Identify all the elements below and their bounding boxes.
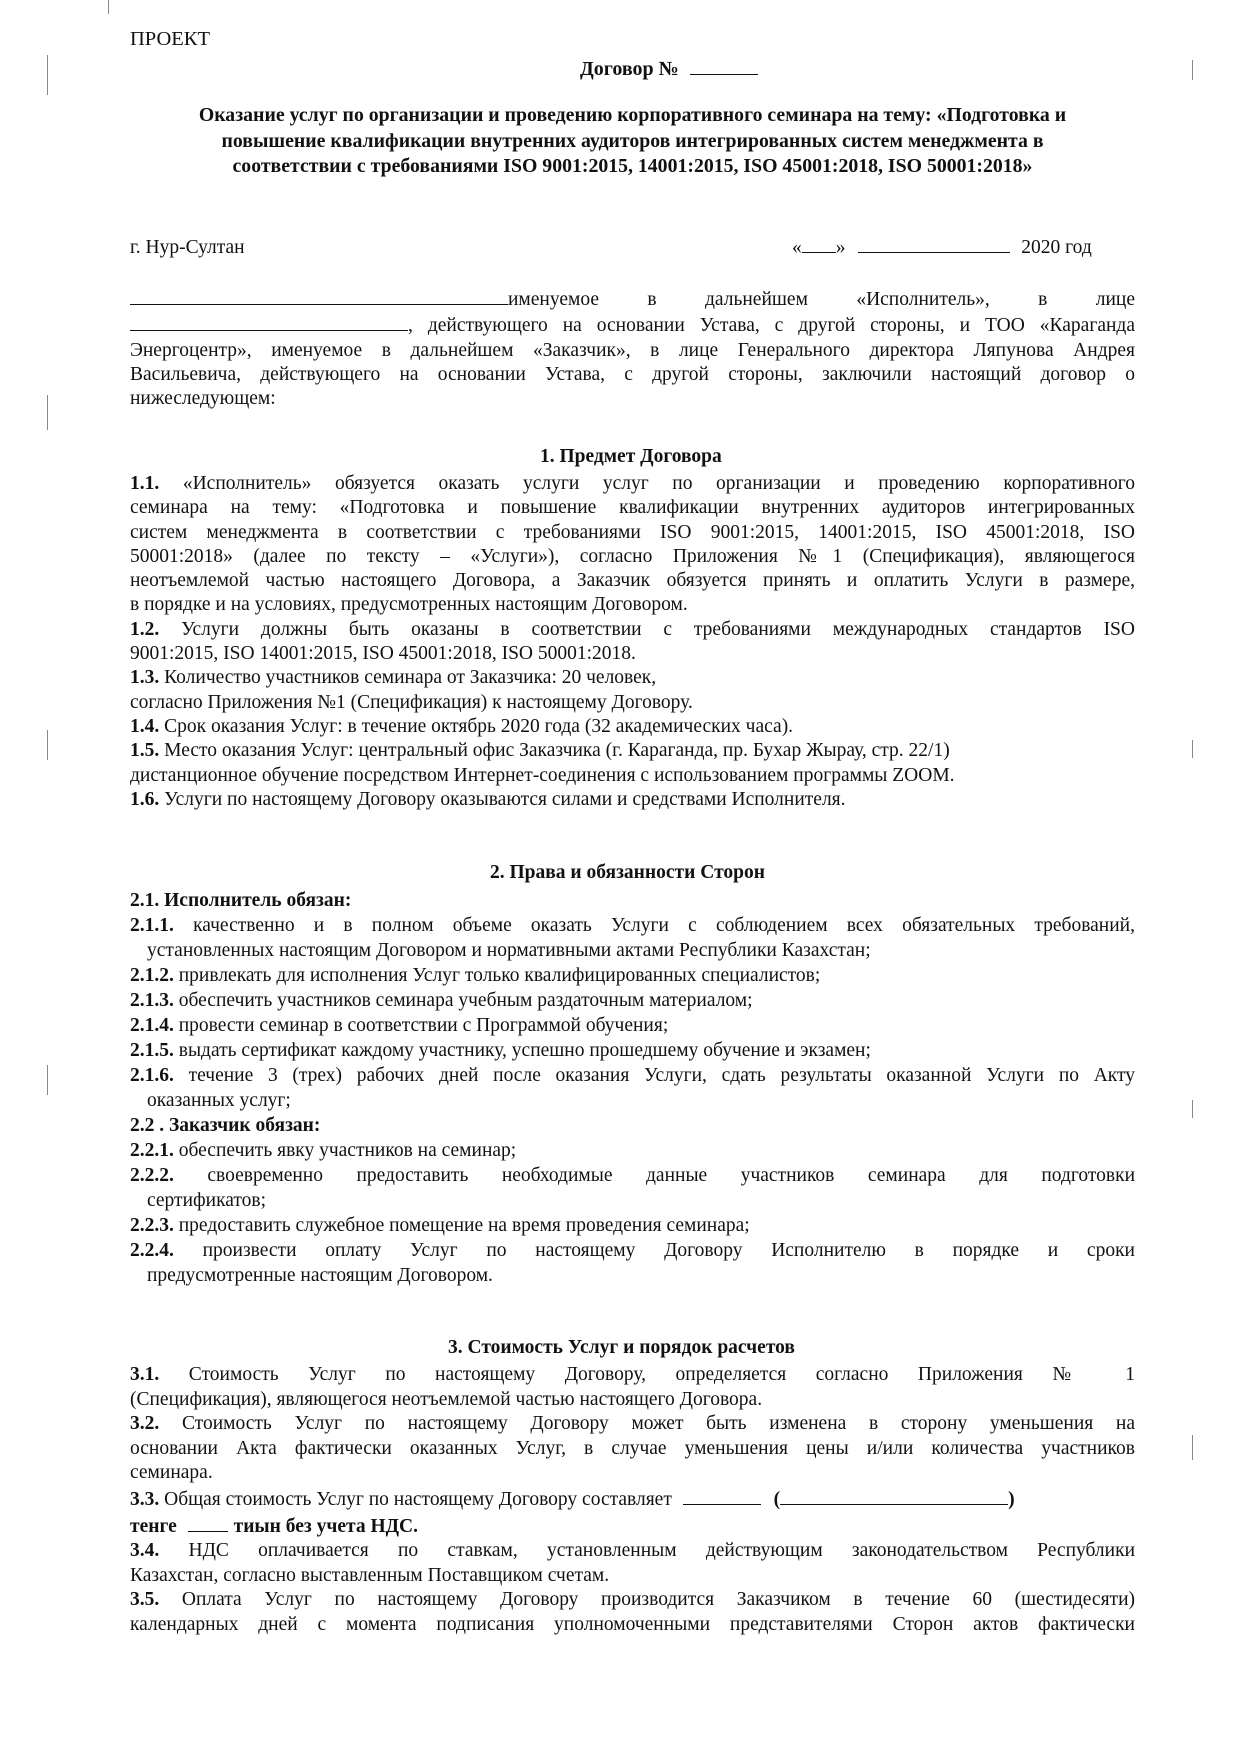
clause-text: Место оказания Услуг: центральный офис Заказчика (г. Караганда, пр. Бухар Жырау, стр. 22/1) [164, 740, 950, 762]
subject-line: Оказание услуг по организации и проведению корпоративного семинара на тему: «Подготовка и [198, 104, 1067, 126]
clause-number: 2.1.2. [130, 965, 174, 986]
clause-line [130, 1588, 1135, 1613]
section-3-body [130, 1363, 1135, 1638]
clause-number: 3.5. [130, 1589, 160, 1611]
clause-line [130, 1038, 1135, 1063]
clause-text: «Исполнитель» обязуется оказать услуги услуг по организации и проведению корпоративного [182, 473, 1135, 494]
currency-label: тенге [130, 1515, 177, 1537]
clause-line: 50001:2018» (далее по тексту – «Услуги»), согласно Приложения №1 (Спецификация), являющегося [130, 545, 1135, 567]
scan-mark-left [47, 730, 48, 760]
clause-number: 2.1.4. [130, 1015, 174, 1036]
preamble-word: в [647, 289, 657, 310]
clause-line [130, 1412, 1135, 1437]
preamble-line: Энергоцентр», именуемое в дальнейшем «Заказчик», в лице Генерального директора Ляпунова Андрея [130, 339, 1135, 361]
clause-number: 1.3. [130, 667, 160, 689]
clause-line [130, 739, 1135, 763]
day-blank [802, 234, 836, 253]
clause-text: произвести оплату Услуг по настоящему Договору Исполнителю в порядке и сроки [202, 1240, 1135, 1261]
clause-number: 2.1.3. [130, 990, 174, 1011]
clause-number: 3.2. [130, 1413, 160, 1435]
clause-text: своевременно предоставить необходимые данные участников семинара для подготовки [207, 1165, 1135, 1186]
clause-line: календарных дней с момента подписания уполномоченными представителями Сторон актов фактически [130, 1613, 1135, 1635]
date-open-quote: « [792, 237, 802, 258]
clause-text: Оплата Услуг по настоящему Договору производится Заказчиком в течение 60 (шестидесяти) [181, 1589, 1136, 1611]
contract-date [792, 234, 1092, 259]
preamble-line [130, 286, 1135, 312]
contract-title [580, 56, 758, 81]
clause-line [130, 1213, 1135, 1238]
clause-number: 1.4. [130, 715, 160, 737]
clause-text: Услуги по настоящему Договору оказываются силами и средствами Исполнителя. [164, 788, 846, 810]
clause-line: (Спецификация), являющегося неотъемлемой частью настоящего Договора. [130, 1388, 763, 1410]
city: г. Нур-Султан [130, 237, 245, 258]
clause-number: 2.2.3. [130, 1215, 174, 1236]
total-amount-words-blank [780, 1486, 1008, 1505]
clause-line [130, 1063, 1135, 1088]
clause-number: 2.2.4. [130, 1240, 174, 1261]
clause-line [130, 1163, 1135, 1188]
scan-mark-top [108, 0, 109, 14]
clause-number: 2.1.5. [130, 1040, 174, 1061]
clause-line: семинара. [130, 1462, 213, 1484]
preamble-text: , действующего на основании Устава, с другой стороны, и ТОО «Караганда [408, 315, 1135, 337]
subject-line: соответствии с требованиями ISO 9001:2015, 14001:2015, ISO 45001:2018, ISO 50001:2018» [232, 155, 1033, 177]
clause-line: Казахстан, согласно выставленным Поставщиком счетам. [130, 1564, 610, 1586]
clause-line: в порядке и на условиях, предусмотренных настоящим Договором. [130, 594, 688, 616]
scan-mark-left [47, 55, 48, 95]
clause-number: 1.2. [130, 618, 160, 640]
section-2-title: 2. Права и обязанности Сторон [490, 862, 765, 883]
clause-line [130, 666, 1135, 690]
scan-mark-left [47, 395, 48, 430]
clause-line [130, 618, 1135, 642]
clause-line: систем менеджмента в соответствии с требованиями ISO 9001:2015, 14001:2015, ISO 45001:2018, ISO [130, 521, 1135, 543]
preamble-word: дальнейшем [705, 289, 808, 310]
clause-line: семинара на тему: «Подготовка и повышение квалификации внутренних аудиторов интегрированных [130, 497, 1135, 519]
clause-line: дистанционное обучение посредством Интернет-соединения с использованием программы ZOOM. [130, 764, 955, 786]
clause-line: установленных настоящим Договором и нормативными актами Республики Казахстан; [147, 940, 871, 961]
preamble-word: в [1038, 289, 1048, 310]
year: 2020 год [1021, 237, 1092, 258]
paren-close: ) [1008, 1488, 1015, 1510]
clause-line [130, 1138, 1135, 1163]
clause-number: 1.6. [130, 788, 160, 810]
clause-number: 3.1. [130, 1364, 160, 1385]
clause-text: Срок оказания Услуг: в течение октябрь 2020 года (32 академических часа). [164, 715, 794, 737]
draft-label: ПРОЕКТ [130, 28, 210, 50]
clause-text: Количество участников семинара от Заказчика: 20 человек, [164, 667, 657, 689]
scan-mark-right [1192, 740, 1193, 758]
subsection-heading: 2.1. Исполнитель обязан: [130, 890, 352, 911]
clause-number: 1.5. [130, 740, 160, 762]
paren-open: ( [773, 1488, 781, 1510]
clause-line: сертификатов; [147, 1190, 267, 1211]
scan-mark-right [1192, 1100, 1193, 1118]
clause-line [130, 988, 1135, 1013]
clause-line: неотъемлемой частью настоящего Договора, а Заказчик обязуется принять и оплатить Услуги в размере, [130, 570, 1135, 592]
clause-text: предоставить служебное помещение на время проведения семинара; [178, 1215, 750, 1236]
tiyn-blank [188, 1513, 228, 1532]
clause-line [130, 715, 1135, 739]
clause-number: 2.1.1. [130, 915, 174, 936]
preamble-line: нижеследующем: [130, 388, 276, 410]
clause-text: обеспечить явку участников на семинар; [178, 1140, 517, 1161]
clause-line: согласно Приложения №1 (Спецификация) к настоящему Договору. [130, 691, 693, 713]
clause-text: течение 3 (трех) рабочих дней после оказания Услуги, сдать результаты оказанной Услуги по Акту [188, 1065, 1136, 1086]
clause-text: Общая стоимость Услуг по настоящему Договору составляет [164, 1488, 672, 1510]
preamble [130, 286, 1135, 411]
clause-line: оказанных услуг; [147, 1090, 291, 1111]
contract-subject [130, 103, 1135, 180]
preamble-word: лице [1095, 289, 1136, 310]
scan-mark-right [1192, 60, 1193, 80]
month-blank [858, 234, 1010, 253]
clause-text: Услуги должны быть оказаны в соответствии с требованиями международных стандартов ISO [181, 618, 1135, 640]
clause-line [130, 788, 1135, 812]
clause-text: провести семинар в соответствии с Программой обучения; [178, 1015, 669, 1036]
clause-number: 2.1.6. [130, 1065, 174, 1086]
section-3-title: 3. Стоимость Услуг и порядок расчетов [448, 1337, 795, 1358]
clause-line [130, 913, 1135, 938]
clause-text: Стоимость Услуг по настоящему Договору, определяется согласно Приложения № 1 [188, 1364, 1136, 1385]
contract-title-text: Договор № [580, 58, 679, 80]
clause-text: НДС оплачивается по ставкам, установленным действующим законодательством Республики [188, 1540, 1136, 1562]
subsection-heading: 2.2 . Заказчик обязан: [130, 1115, 321, 1136]
clause-text: обеспечить участников семинара учебным раздаточным материалом; [178, 990, 753, 1011]
preamble-line [130, 312, 1135, 338]
preamble-word: именуемое [508, 289, 599, 310]
total-amount-blank [683, 1486, 761, 1505]
vat-note: тиын без учета НДС. [233, 1515, 419, 1537]
date-close-quote: » [835, 237, 846, 258]
clause-line [130, 963, 1135, 988]
clause-number: 2.2.1. [130, 1140, 174, 1161]
clause-number: 1.1. [130, 473, 160, 494]
preamble-word: «Исполнитель», [856, 289, 990, 310]
subject-line: повышение квалификации внутренних аудиторов интегрированных систем менеджмента в [221, 129, 1044, 152]
clause-number: 2.2.2. [130, 1165, 174, 1186]
section-1-body [130, 472, 1135, 812]
clause-line: 9001:2015, ISO 14001:2015, ISO 45001:2018, ISO 50001:2018. [130, 643, 636, 665]
clause-line: основании Акта фактически оказанных Услуг, в случае уменьшения цены и/или количества участников [130, 1437, 1135, 1459]
clause-line: предусмотренные настоящим Договором. [147, 1265, 493, 1286]
clause-text: выдать сертификат каждому участнику, успешно прошедшему обучение и экзамен; [178, 1040, 871, 1061]
clause-line [130, 1238, 1135, 1263]
clause-line [130, 1486, 1135, 1513]
contract-number-blank [690, 56, 758, 75]
clause-line [130, 1513, 1135, 1540]
representative-blank [130, 312, 408, 331]
clause-text: привлекать для исполнения Услуг только квалифицированных специалистов; [178, 965, 821, 986]
clause-line [130, 472, 1135, 496]
clause-line [130, 1539, 1135, 1564]
clause-text: Стоимость Услуг по настоящему Договору может быть изменена в сторону уменьшения на [181, 1413, 1135, 1435]
scan-mark-left [47, 1065, 48, 1095]
clause-text: качественно и в полном объеме оказать Услуги с соблюдением всех обязательных требований, [193, 915, 1135, 936]
section-2-body [130, 888, 1135, 1288]
section-1-title: 1. Предмет Договора [540, 446, 722, 467]
clause-line [130, 1013, 1135, 1038]
preamble-line: Васильевича, действующего на основании Устава, с другой стороны, заключили настоящий договор о [130, 363, 1135, 385]
clause-number: 3.3. [130, 1488, 160, 1510]
scan-mark-right [1192, 1435, 1193, 1460]
clause-line [130, 1363, 1135, 1388]
executor-name-blank [130, 286, 508, 305]
clause-number: 3.4. [130, 1540, 160, 1562]
